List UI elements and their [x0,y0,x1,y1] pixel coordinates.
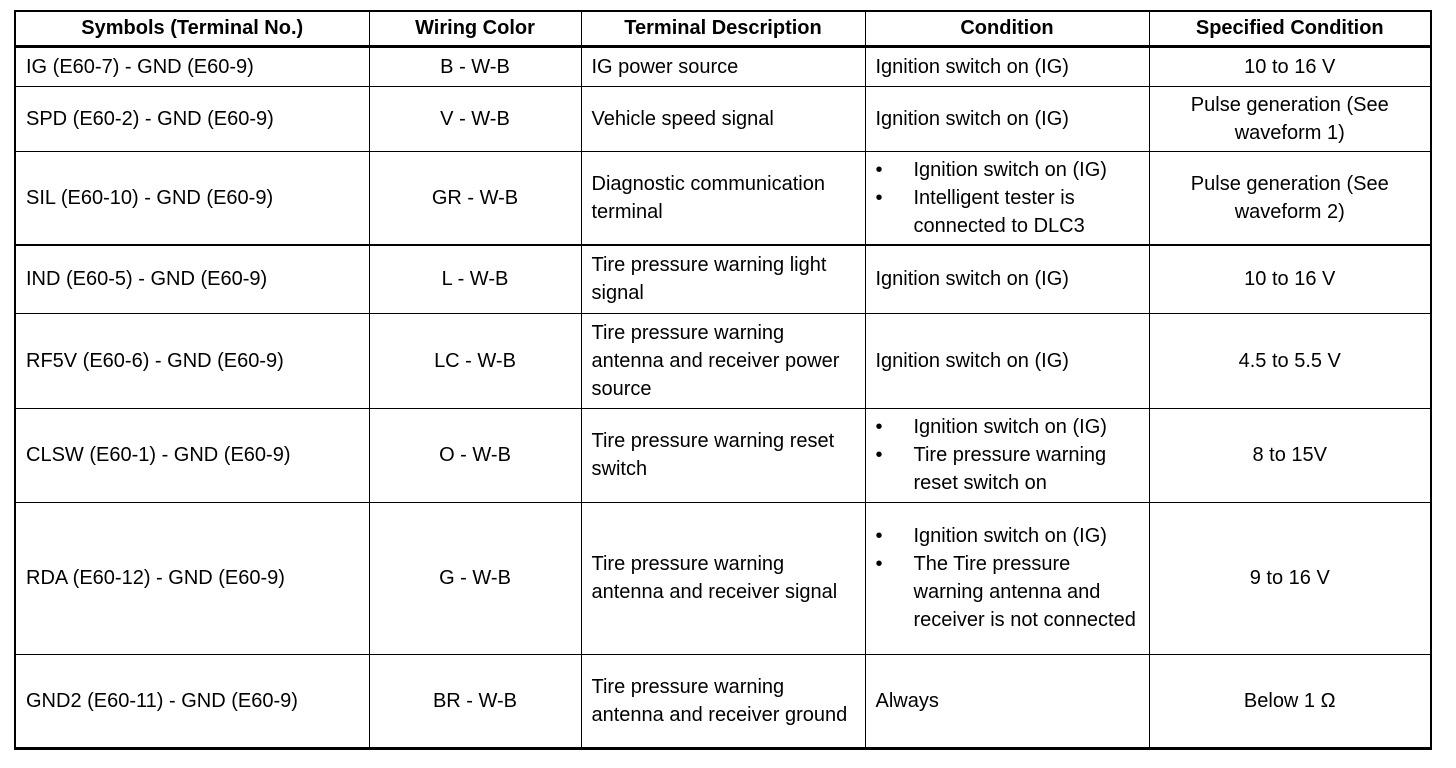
cell-specified-condition: 4.5 to 5.5 V [1149,313,1431,408]
table-row [15,86,1431,151]
cell-specified-condition: Below 1 Ω [1149,654,1431,748]
condition-text: Ignition switch on (IG) [913,525,1107,547]
condition-text: Intelligent tester is connected to DLC3 [913,186,1085,237]
header-symbols: Symbols (Terminal No.) [15,11,369,46]
cell-specified-condition: 10 to 16 V [1149,245,1431,313]
cell-specified-condition: 10 to 16 V [1149,46,1431,86]
table-row [15,313,1431,408]
cell-wiring-color: BR - W-B [369,654,581,748]
header-terminal-description: Terminal Description [581,11,865,46]
cell-terminal-description: Tire pressure warning antenna and receiver ground [581,654,865,748]
table-header [15,11,1431,46]
cell-symbols: SPD (E60-2) - GND (E60-9) [15,86,369,151]
cell-specified-condition: 8 to 15V [1149,408,1431,502]
bullet-icon: • [875,525,883,547]
bullet-icon: • [875,416,883,438]
cell-symbols: IND (E60-5) - GND (E60-9) [15,245,369,313]
condition-item [876,441,1139,497]
cell-wiring-color: L - W-B [369,245,581,313]
table-row [15,502,1431,654]
cell-condition: Ignition switch on (IG) [865,245,1149,313]
cell-terminal-description: IG power source [581,46,865,86]
cell-condition [865,408,1149,502]
cell-symbols: GND2 (E60-11) - GND (E60-9) [15,654,369,748]
table-body [15,46,1431,748]
header-specified-condition: Specified Condition [1149,11,1431,46]
cell-symbols: CLSW (E60-1) - GND (E60-9) [15,408,369,502]
cell-specified-condition: 9 to 16 V [1149,502,1431,654]
cell-terminal-description: Vehicle speed signal [581,86,865,151]
table-row [15,151,1431,245]
condition-item [876,184,1139,240]
cell-specified-condition: Pulse generation (See waveform 2) [1149,151,1431,245]
condition-list [876,522,1139,634]
cell-wiring-color: O - W-B [369,408,581,502]
cell-condition [865,502,1149,654]
cell-symbols: RDA (E60-12) - GND (E60-9) [15,502,369,654]
cell-terminal-description: Tire pressure warning reset switch [581,408,865,502]
condition-text: Ignition switch on (IG) [913,158,1107,181]
cell-wiring-color: G - W-B [369,502,581,654]
condition-item [876,413,1139,441]
cell-terminal-description: Tire pressure warning antenna and receiver power source [581,313,865,408]
terminal-spec-table [14,10,1432,750]
cell-symbols: IG (E60-7) - GND (E60-9) [15,46,369,86]
header-row [15,11,1431,46]
condition-item [876,522,1139,550]
condition-text: The Tire pressure warning antenna and receiver is not connected [913,553,1136,631]
table-row [15,245,1431,313]
cell-condition: Ignition switch on (IG) [865,86,1149,151]
cell-wiring-color: GR - W-B [369,151,581,245]
condition-text: Ignition switch on (IG) [913,416,1107,438]
header-condition: Condition [865,11,1149,46]
table-row [15,408,1431,502]
cell-terminal-description: Tire pressure warning antenna and receiver signal [581,502,865,654]
condition-item [876,156,1139,184]
bullet-icon: • [875,186,883,209]
condition-list [876,413,1139,497]
table-row [15,654,1431,748]
bullet-icon: • [875,158,883,181]
cell-condition [865,151,1149,245]
header-wiring-color: Wiring Color [369,11,581,46]
bullet-icon: • [875,553,883,575]
cell-wiring-color: LC - W-B [369,313,581,408]
cell-condition: Always [865,654,1149,748]
cell-symbols: SIL (E60-10) - GND (E60-9) [15,151,369,245]
condition-list [876,156,1139,240]
cell-symbols: RF5V (E60-6) - GND (E60-9) [15,313,369,408]
cell-terminal-description: Diagnostic communication terminal [581,151,865,245]
table-row [15,46,1431,86]
cell-condition: Ignition switch on (IG) [865,313,1149,408]
cell-wiring-color: B - W-B [369,46,581,86]
cell-terminal-description: Tire pressure warning light signal [581,245,865,313]
condition-text: Tire pressure warning reset switch on [913,444,1107,494]
cell-condition: Ignition switch on (IG) [865,46,1149,86]
cell-wiring-color: V - W-B [369,86,581,151]
cell-specified-condition: Pulse generation (See waveform 1) [1149,86,1431,151]
bullet-icon: • [875,444,883,466]
condition-item [876,550,1139,634]
